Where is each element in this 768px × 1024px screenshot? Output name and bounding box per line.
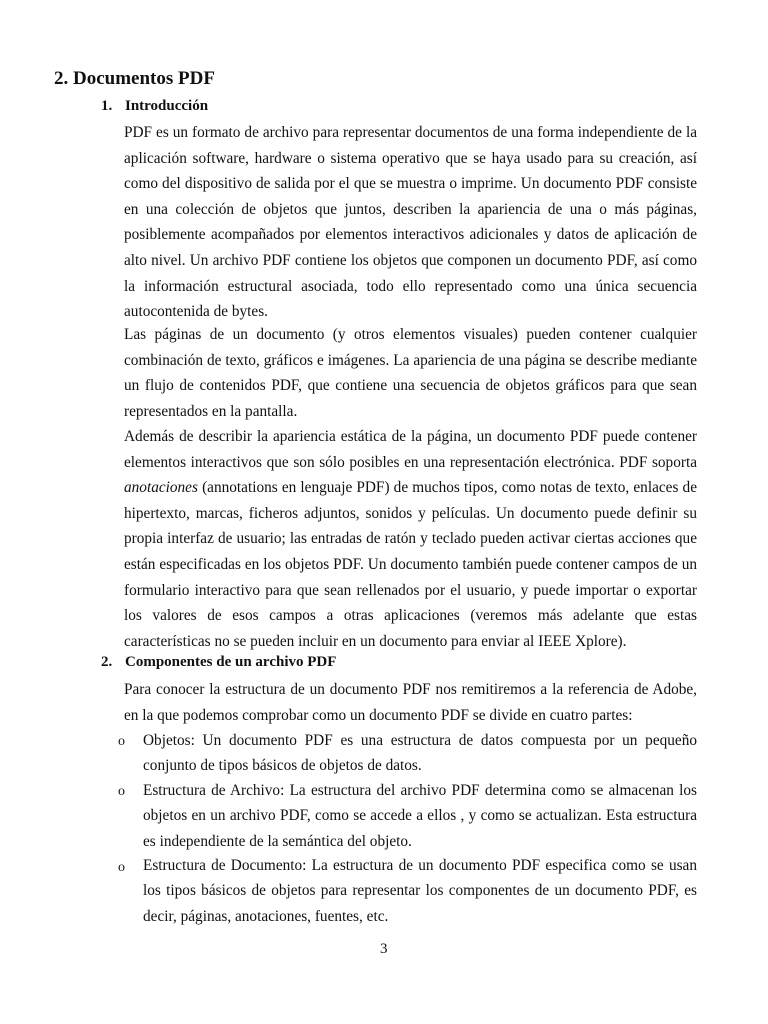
section-number: 2. — [54, 68, 69, 89]
component-item-estructura-archivo: Estructura de Archivo: La estructura del archivo PDF determina como se almacenan los objetos en un archivo PDF, como se accede a ellos , y como se actualizan. Esta estructura es independiente de la semántica del objeto. — [143, 782, 697, 850]
section-heading — [54, 68, 215, 90]
subsection-number: 2. — [101, 654, 113, 670]
components-intro-paragraph: Para conocer la estructura de un documento PDF nos remitiremos a la referencia de Adobe, en la que podemos comprobar como un documento PDF se divide en cuatro partes: — [124, 681, 697, 724]
intro-p3-before: Además de describir la apariencia estática de la página, un documento PDF puede contener elementos interactivos que son sólo posibles en una representación electrónica. PDF soporta — [124, 428, 697, 471]
subsection-title: Introducción — [125, 98, 209, 114]
intro-p3-after: (annotations en lenguaje PDF) de muchos tipos, como notas de texto, enlaces de hipertexto, marcas, ficheros adjuntos, sonidos y películas. Un documento puede definir su propia interfaz de usuario; las entradas de ratón y teclado pueden activar ciertas acciones que están especificadas en los objetos PDF. Un documento también puede contener campos de un formulario interactivo para que sean rellenados por el usuario, y puede importar o exportar los valores de esos campos a otras aplicaciones (veremos más adelante que estas características no se pueden incluir en un documento para enviar al IEEE Xplore). — [124, 479, 697, 650]
intro-paragraph-2: Las páginas de un documento (y otros elementos visuales) pueden contener cualquier combinación de texto, gráficos e imágenes. La apariencia de una página se describe mediante un flujo de contenidos PDF, que contiene una secuencia de objetos gráficos para que sean representados en la pantalla. — [124, 326, 697, 420]
bullet-marker: o — [118, 860, 125, 875]
component-item-estructura-documento: Estructura de Documento: La estructura de un documento PDF especifica como se usan los tipos básicos de objetos para representar los componentes de un documento PDF, es decir, páginas, anotaciones, fuentes, etc. — [143, 857, 697, 925]
bullet-marker: o — [118, 784, 125, 799]
intro-paragraph-1: PDF es un formato de archivo para representar documentos de una forma independiente de la aplicación software, hardware o sistema operativo que se haya usado para su creación, así como del dispositivo de salida por el que se muestra o imprime. Un documento PDF consiste en una colección de objetos que juntos, describen la apariencia de una o más páginas, posiblemente acompañados por elementos interactivos adicionales y datos de aplicación de alto nivel. Un archivo PDF contiene los objetos que componen un documento PDF, así como la información estructural asociada, todo ello representado como una única secuencia autocontenida de bytes. — [124, 124, 697, 321]
bullet-marker: o — [118, 734, 125, 749]
intro-p3-emphasis: anotaciones — [124, 479, 198, 497]
subsection-title: Componentes de un archivo PDF — [125, 654, 337, 670]
intro-paragraph-3 — [124, 424, 697, 654]
subsection-heading-componentes — [101, 654, 336, 671]
page-number: 3 — [380, 941, 388, 957]
subsection-number: 1. — [101, 98, 113, 114]
component-item-objetos: Objetos: Un documento PDF es una estructura de datos compuesta por un pequeño conjunto de tipos básicos de objetos de datos. — [143, 732, 697, 775]
subsection-heading-introduccion — [101, 98, 208, 115]
section-title: Documentos PDF — [73, 68, 215, 89]
